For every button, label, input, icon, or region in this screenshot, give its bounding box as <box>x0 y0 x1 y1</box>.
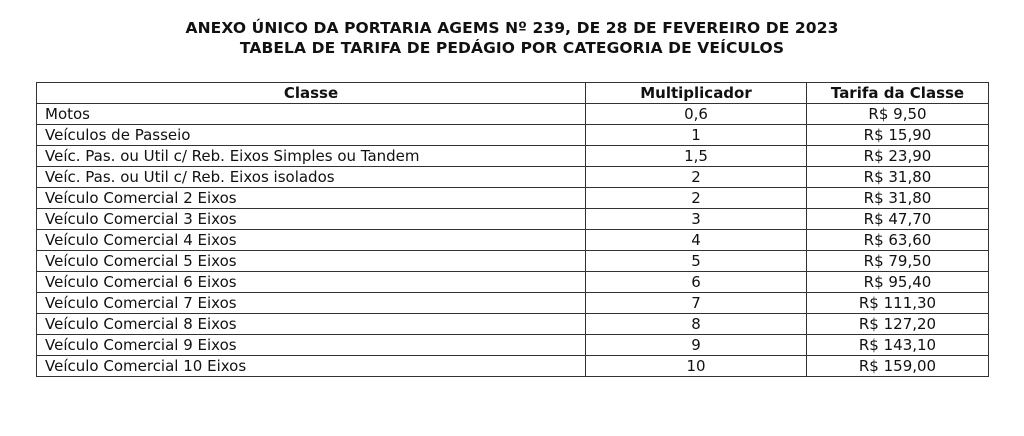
classe-cell: Veículo Comercial 2 Eixos <box>37 188 586 209</box>
multiplicador-cell: 1 <box>586 125 807 146</box>
classe-cell: Veículo Comercial 10 Eixos <box>37 356 586 377</box>
header-tarifa: Tarifa da Classe <box>807 83 989 104</box>
multiplicador-cell: 7 <box>586 293 807 314</box>
classe-cell: Veículo Comercial 5 Eixos <box>37 251 586 272</box>
tarifa-cell: R$ 15,90 <box>807 125 989 146</box>
table-row <box>37 293 989 314</box>
table-row <box>37 146 989 167</box>
multiplicador-cell: 6 <box>586 272 807 293</box>
table-body <box>37 104 989 377</box>
multiplicador-cell: 4 <box>586 230 807 251</box>
table-row <box>37 104 989 125</box>
multiplicador-cell: 10 <box>586 356 807 377</box>
table-row <box>37 335 989 356</box>
tarifa-cell: R$ 63,60 <box>807 230 989 251</box>
tariff-table <box>36 82 989 377</box>
tarifa-cell: R$ 159,00 <box>807 356 989 377</box>
header-classe: Classe <box>37 83 586 104</box>
table-row <box>37 272 989 293</box>
table-row <box>37 209 989 230</box>
title-line-1: ANEXO ÚNICO DA PORTARIA AGEMS Nº 239, DE 28 DE FEVEREIRO DE 2023 <box>185 19 839 37</box>
tarifa-cell: R$ 79,50 <box>807 251 989 272</box>
tarifa-cell: R$ 127,20 <box>807 314 989 335</box>
tarifa-cell: R$ 9,50 <box>807 104 989 125</box>
classe-cell: Veíc. Pas. ou Util c/ Reb. Eixos Simples ou Tandem <box>37 146 586 167</box>
tarifa-cell: R$ 31,80 <box>807 167 989 188</box>
classe-cell: Veículos de Passeio <box>37 125 586 146</box>
table-row <box>37 230 989 251</box>
multiplicador-cell: 1,5 <box>586 146 807 167</box>
title-line-2: TABELA DE TARIFA DE PEDÁGIO POR CATEGORIA DE VEÍCULOS <box>239 39 785 57</box>
table-row <box>37 356 989 377</box>
multiplicador-cell: 3 <box>586 209 807 230</box>
classe-cell: Veículo Comercial 7 Eixos <box>37 293 586 314</box>
tarifa-cell: R$ 47,70 <box>807 209 989 230</box>
multiplicador-cell: 2 <box>586 167 807 188</box>
tarifa-cell: R$ 143,10 <box>807 335 989 356</box>
header-multiplicador: Multiplicador <box>586 83 807 104</box>
table-row <box>37 188 989 209</box>
classe-cell: Veículo Comercial 9 Eixos <box>37 335 586 356</box>
table-header-row <box>37 83 989 104</box>
tarifa-cell: R$ 31,80 <box>807 188 989 209</box>
table-row <box>37 314 989 335</box>
table-row <box>37 125 989 146</box>
tarifa-cell: R$ 23,90 <box>807 146 989 167</box>
tarifa-cell: R$ 111,30 <box>807 293 989 314</box>
classe-cell: Veíc. Pas. ou Util c/ Reb. Eixos isolados <box>37 167 586 188</box>
tarifa-cell: R$ 95,40 <box>807 272 989 293</box>
multiplicador-cell: 9 <box>586 335 807 356</box>
classe-cell: Motos <box>37 104 586 125</box>
multiplicador-cell: 0,6 <box>586 104 807 125</box>
classe-cell: Veículo Comercial 6 Eixos <box>37 272 586 293</box>
table-row <box>37 251 989 272</box>
table-row <box>37 167 989 188</box>
classe-cell: Veículo Comercial 8 Eixos <box>37 314 586 335</box>
document-title <box>0 18 1024 58</box>
multiplicador-cell: 2 <box>586 188 807 209</box>
multiplicador-cell: 8 <box>586 314 807 335</box>
multiplicador-cell: 5 <box>586 251 807 272</box>
classe-cell: Veículo Comercial 4 Eixos <box>37 230 586 251</box>
classe-cell: Veículo Comercial 3 Eixos <box>37 209 586 230</box>
